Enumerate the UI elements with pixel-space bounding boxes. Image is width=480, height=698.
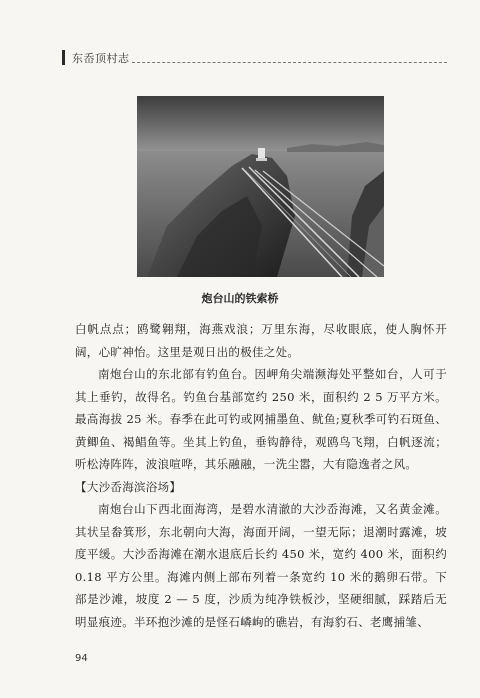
paragraph-beach: 南炮台山下西北面海湾，是碧水清澈的大沙岙海滩，又名黄金滩。其状呈畚箕形，东北朝向大海，海面开阔，一望无际；退潮时露滩，坡度平缓。大沙岙海滩在潮水退底后长约 450 米，宽约 400 米，面积约 0.18 平方公里。海滩内侧上部布列着一条宽约 10 米的鹅卵石带。下部是沙滩，坡度 2 — 5 度，沙质为纯净铁板沙，坚硬细腻，踩踏后无明显痕迹。半环抱沙滩的是怪石嶙峋的礁岩，有海豹石、老鹰捕雏、 — [75, 502, 447, 629]
article-body — [75, 318, 447, 633]
figure-caption: 炮台山的铁索桥 — [201, 292, 279, 305]
running-header — [62, 48, 442, 66]
section-heading: 【大沙岙海滨浴场】 — [75, 479, 182, 494]
page-number: 94 — [75, 653, 88, 664]
chain-bridge-photo — [137, 96, 384, 277]
header-accent-bar — [62, 50, 65, 65]
header-title: 东岙顶村志 — [72, 52, 130, 65]
photo-illustration — [137, 96, 384, 277]
paragraph-continued: 白帆点点；鸥鹭翱翔，海燕戏浪；万里东海，尽收眼底，使人胸怀开阔，心旷神怡。这里是观日出的极佳之处。 — [75, 322, 447, 359]
paragraph-fishing-platform: 南炮台山的东北部有钓鱼台。因岬角尖端濒海处平整如台，人可于其上垂钓，故得名。钓鱼台基部宽约 250 米，面积约 2 5 万平方米。最高海拔 25 米。春季在此可钓或网捕墨鱼、鱿鱼;夏秋季可钓石斑鱼、黄鲫鱼、褐鲳鱼等。坐其上钓鱼，垂钩静待，观鸥鸟飞翔，白帆逐流；听松涛阵阵，波浪喧哗，其乐融融，一洗尘嚣，大有隐逸者之风。 — [75, 367, 447, 471]
header-dashed-rule — [132, 62, 447, 63]
